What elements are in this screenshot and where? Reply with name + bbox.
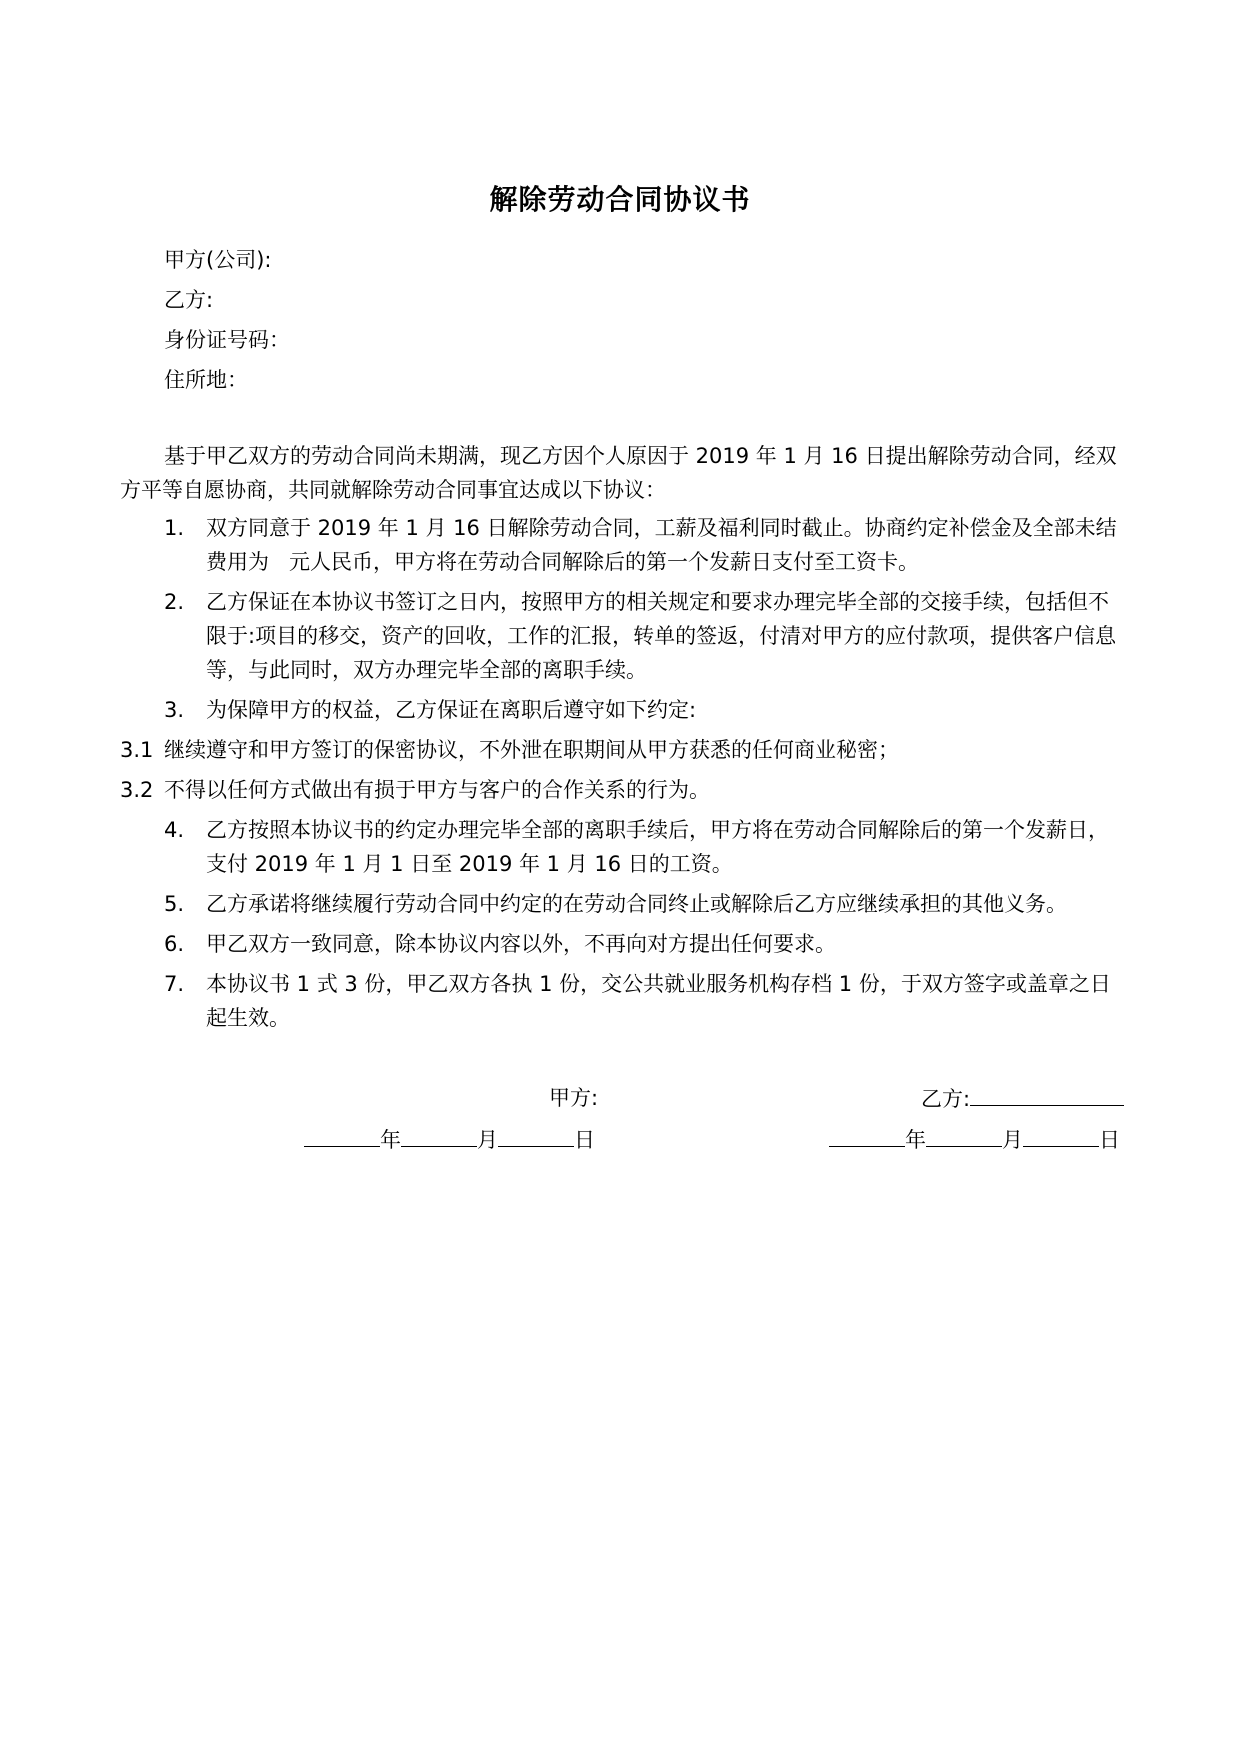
month-blank[interactable]	[926, 1124, 1002, 1147]
clause-number: 4.	[164, 818, 185, 842]
clause-2	[120, 585, 1125, 687]
day-blank[interactable]	[498, 1124, 574, 1147]
party-a-signature-label: 甲方:	[549, 1086, 599, 1110]
party-b-signature-line	[921, 1083, 1124, 1114]
subclause-text: 继续遵守和甲方签订的保密协议，不外泄在职期间从甲方获悉的任何商业秘密；	[164, 738, 899, 762]
subclause-3-2	[120, 773, 1125, 807]
address-line: 住所地：	[164, 368, 248, 392]
subclause-number: 3.1	[120, 738, 154, 762]
party-a-line: 甲方(公司):	[164, 248, 272, 272]
agreement-body	[120, 439, 1125, 1041]
clause-text: 甲乙双方一致同意，除本协议内容以外，不再向对方提出任何要求。	[206, 932, 836, 956]
clause-text: 乙方按照本协议书的约定办理完毕全部的离职手续后，甲方将在劳动合同解除后的第一个发薪日，支付 2019 年 1 月 1 日至 2019 年 1 月 16 日的工资。	[206, 818, 1109, 876]
year-label: 年	[380, 1128, 401, 1152]
clause-text-part: 双方同意于 2019 年 1 月 16 日解除劳动合同，工薪及福利同时截止。协商约定补偿金及全部未结费用为	[206, 516, 1117, 574]
subclause-3-1	[120, 733, 1125, 767]
clause-text: 乙方承诺将继续履行劳动合同中约定的在劳动合同终止或解除后乙方应继续承担的其他义务。	[206, 892, 1067, 916]
subclause-number: 3.2	[120, 778, 154, 802]
clause-1	[120, 511, 1125, 579]
clause-text	[206, 511, 1125, 579]
month-label: 月	[477, 1128, 498, 1152]
party-b-signature-blank[interactable]	[970, 1083, 1124, 1106]
clause-number: 7.	[164, 972, 185, 996]
clause-4	[120, 813, 1125, 881]
clause-3	[120, 693, 1125, 727]
clause-text: 乙方保证在本协议书签订之日内，按照甲方的相关规定和要求办理完毕全部的交接手续，包括但不限于:项目的移交，资产的回收，工作的汇报，转单的签返，付清对甲方的应付款项，提供客户信息等，与此同时，双方办理完毕全部的离职手续。	[206, 590, 1117, 682]
clause-5	[120, 887, 1125, 921]
subclause-text: 不得以任何方式做出有损于甲方与客户的合作关系的行为。	[164, 778, 710, 802]
clause-7	[120, 967, 1125, 1035]
document-title: 解除劳动合同协议书	[489, 183, 751, 216]
day-label: 日	[1099, 1128, 1120, 1152]
clause-6	[120, 927, 1125, 961]
year-blank[interactable]	[304, 1124, 380, 1147]
party-b-line: 乙方:	[164, 288, 214, 312]
month-label: 月	[1002, 1128, 1023, 1152]
month-blank[interactable]	[401, 1124, 477, 1147]
party-b-signature-label: 乙方:	[921, 1087, 971, 1111]
day-blank[interactable]	[1023, 1124, 1099, 1147]
clause-text: 本协议书 1 式 3 份，甲乙双方各执 1 份，交公共就业服务机构存档 1 份，于双方签字或盖章之日起生效。	[206, 972, 1111, 1030]
party-b-date-line	[829, 1124, 1120, 1155]
clause-number: 6.	[164, 932, 185, 956]
party-a-date-line	[304, 1124, 595, 1155]
year-blank[interactable]	[829, 1124, 905, 1147]
day-label: 日	[574, 1128, 595, 1152]
preamble-paragraph: 基于甲乙双方的劳动合同尚未期满，现乙方因个人原因于 2019 年 1 月 16 日提出解除劳动合同，经双方平等自愿协商，共同就解除劳动合同事宜达成以下协议：	[120, 444, 1117, 502]
id-number-line: 身份证号码：	[164, 328, 290, 352]
clause-number: 5.	[164, 892, 185, 916]
party-info	[164, 240, 290, 400]
clause-number: 3.	[164, 698, 185, 722]
clause-number: 1.	[164, 516, 185, 540]
clause-text-part: 元人民币，甲方将在劳动合同解除后的第一个发薪日支付至工资卡。	[289, 550, 919, 574]
clause-text: 为保障甲方的权益，乙方保证在离职后遵守如下约定:	[206, 698, 697, 722]
year-label: 年	[905, 1128, 926, 1152]
clause-number: 2.	[164, 590, 185, 614]
